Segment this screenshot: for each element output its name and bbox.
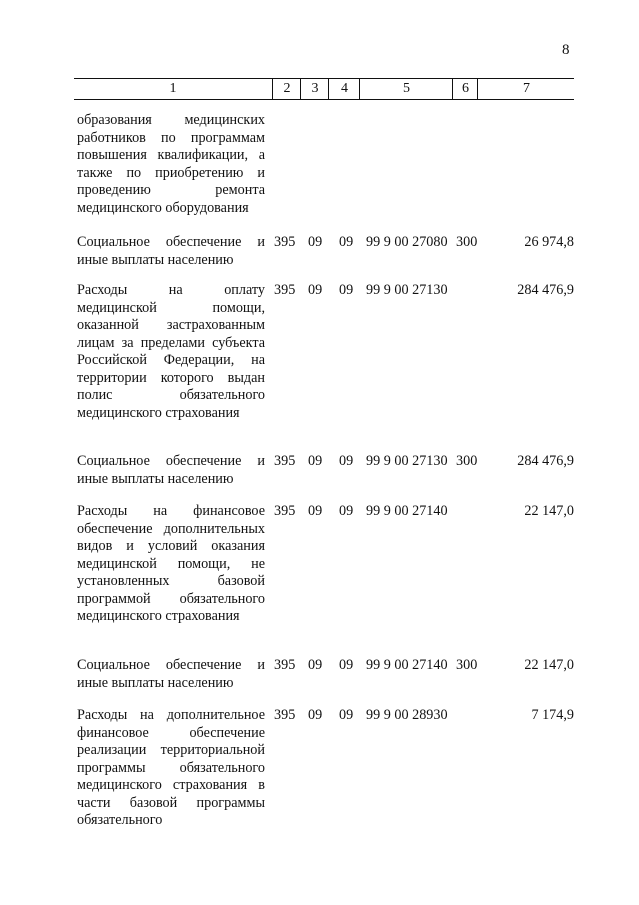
row-col-3: 09 bbox=[308, 657, 323, 673]
header-col-3: 3 bbox=[300, 79, 329, 99]
row-description: Расходы на оплату медицинской помощи, оказанной застрахованным лицам за пределами субъекта Российской Федерации, на территории которого выдан полис обязательного медицинского страхования bbox=[77, 282, 265, 421]
row-description: образования медицинских работников по программам повышения квалификации, а также по приобретению и проведению ремонта медицинского оборудования bbox=[77, 112, 265, 216]
row-col-4: 09 bbox=[339, 282, 354, 298]
row-col-2: 395 bbox=[274, 282, 296, 298]
row-col-7: 22 147,0 bbox=[524, 657, 574, 673]
header-col-7: 7 bbox=[477, 79, 575, 99]
row-col-6: 300 bbox=[456, 657, 478, 673]
row-description: Расходы на дополнительное финансовое обеспечение реализации территориальной программы обязательного медицинского страхования в части базовой программы обязательного bbox=[77, 707, 265, 828]
header-col-5: 5 bbox=[359, 79, 453, 99]
row-col-4: 09 bbox=[339, 657, 354, 673]
header-col-2: 2 bbox=[272, 79, 301, 99]
row-col-2: 395 bbox=[274, 503, 296, 519]
row-col-4: 09 bbox=[339, 234, 354, 250]
row-col-5: 99 9 00 27140 bbox=[366, 503, 448, 519]
row-col-2: 395 bbox=[274, 657, 296, 673]
row-col-7: 26 974,8 bbox=[524, 234, 574, 250]
row-col-7: 284 476,9 bbox=[517, 453, 574, 469]
row-col-3: 09 bbox=[308, 234, 323, 250]
header-col-4: 4 bbox=[328, 79, 360, 99]
row-col-4: 09 bbox=[339, 453, 354, 469]
header-col-1: 1 bbox=[169, 81, 177, 96]
row-col-6: 300 bbox=[456, 453, 478, 469]
row-col-7: 7 174,9 bbox=[531, 707, 574, 723]
row-col-5: 99 9 00 27130 bbox=[366, 282, 448, 298]
row-col-6: 300 bbox=[456, 234, 478, 250]
row-col-7: 22 147,0 bbox=[524, 503, 574, 519]
row-description: Социальное обеспечение и иные выплаты населению bbox=[77, 657, 265, 691]
row-col-4: 09 bbox=[339, 503, 354, 519]
row-col-5: 99 9 00 28930 bbox=[366, 707, 448, 723]
row-col-3: 09 bbox=[308, 503, 323, 519]
row-description: Социальное обеспечение и иные выплаты населению bbox=[77, 234, 265, 268]
header-col-6: 6 bbox=[452, 79, 478, 99]
row-col-3: 09 bbox=[308, 282, 323, 298]
row-col-3: 09 bbox=[308, 707, 323, 723]
row-col-2: 395 bbox=[274, 453, 296, 469]
row-col-2: 395 bbox=[274, 234, 296, 250]
table-header-row bbox=[74, 78, 574, 100]
row-description: Социальное обеспечение и иные выплаты населению bbox=[77, 453, 265, 487]
row-description: Расходы на финансовое обеспечение дополнительных видов и условий оказания медицинской помощи, не установленных базовой программой обязательного медицинского страхования bbox=[77, 503, 265, 624]
row-col-7: 284 476,9 bbox=[517, 282, 574, 298]
row-col-5: 99 9 00 27080 bbox=[366, 234, 448, 250]
row-col-5: 99 9 00 27130 bbox=[366, 453, 448, 469]
row-col-4: 09 bbox=[339, 707, 354, 723]
page-number: 8 bbox=[562, 42, 570, 58]
row-col-5: 99 9 00 27140 bbox=[366, 657, 448, 673]
row-col-2: 395 bbox=[274, 707, 296, 723]
row-col-3: 09 bbox=[308, 453, 323, 469]
